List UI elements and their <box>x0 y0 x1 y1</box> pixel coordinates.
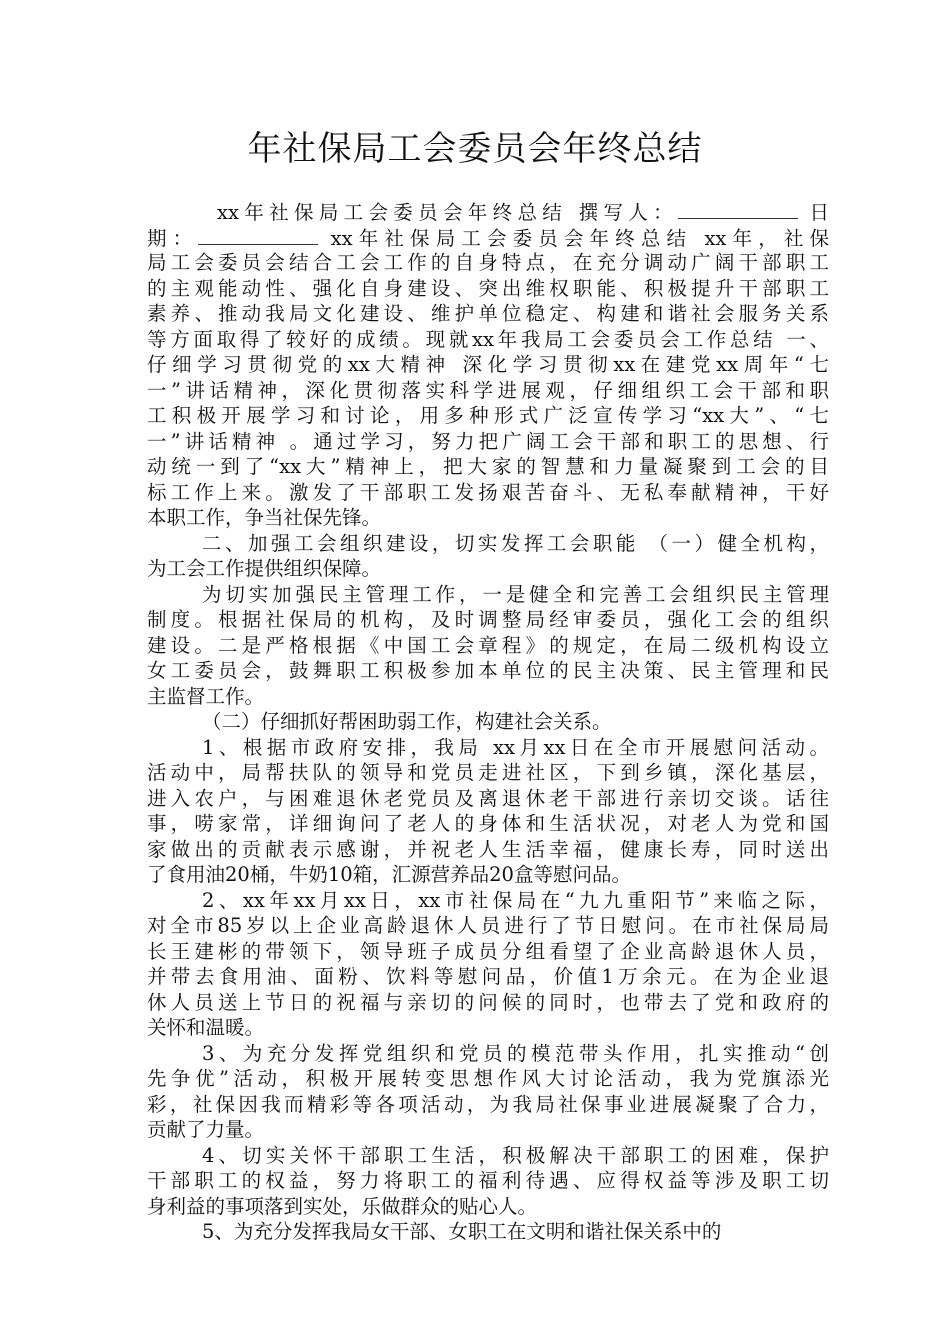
text-line <box>147 939 829 965</box>
line-text: 干部职工的权益，努力将职工的福利待遇、应得权益等涉及职工切 <box>147 1169 829 1192</box>
text-line <box>147 1117 829 1143</box>
line-text: 素养、推动我局文化建设、维护单位稳定、构建和谐社会服务关系 <box>147 302 829 325</box>
line-text: 一”讲话精神，深化贯彻落实科学进展观，仔细组织工会干部和职 <box>147 378 829 402</box>
fill-in-blank <box>678 199 798 219</box>
document-body <box>147 199 829 1245</box>
line-text: 工积极开展学习和讨论，用多种形式广泛宣传学习“xx大”、“七 <box>147 404 829 427</box>
text-line <box>147 811 829 837</box>
text-line <box>147 505 829 531</box>
line-text-after-blank: xx年社保局工会委员会年终总结 xx年，社保 <box>318 226 829 250</box>
text-line <box>147 531 829 557</box>
line-text: 的主观能动性、强化自身建设、突出维权职能、积极提升干部职工 <box>147 276 829 300</box>
document-title: 年社保局工会委员会年终总结 <box>247 129 703 169</box>
text-line <box>147 1194 829 1220</box>
line-text: 事，唠家常，详细询问了老人的身体和生活状况，对老人为党和国 <box>147 812 829 835</box>
text-line <box>147 607 829 633</box>
text-line <box>147 556 829 582</box>
line-text: 为切实加强民主管理工作，一是健全和完善工会组织民主管理 <box>202 582 829 606</box>
text-line <box>147 964 829 990</box>
text-line <box>147 990 829 1016</box>
line-text: 进入农户，与困难退休老党员及离退休老干部进行亲切交谈。话往 <box>147 786 829 810</box>
line-text: 先争优”活动，积极开展转变思想作风大讨论活动，我为党旗添光 <box>147 1067 829 1090</box>
line-text: 1、根据市政府安排，我局 xx月xx日在全市开展慰问活动。 <box>202 735 829 759</box>
line-text: 动统一到了“xx大”精神上，把大家的智慧和力量凝聚到工会的目 <box>147 455 829 478</box>
text-line <box>147 1015 829 1041</box>
text-line <box>147 1092 829 1118</box>
line-text: 建设。二是严格根据《中国工会章程》的规定，在局二级机构设立 <box>147 633 829 657</box>
text-line <box>147 837 829 863</box>
text-line <box>147 633 829 659</box>
text-line <box>147 250 829 276</box>
line-text: 仔细学习贯彻党的xx大精神 深化学习贯彻xx在建党xx周年“七 <box>147 353 829 376</box>
text-line <box>147 327 829 353</box>
line-text: 期： <box>147 226 199 250</box>
text-line <box>147 888 829 914</box>
line-text: 3、为充分发挥党组织和党员的模范带头作用，扎实推动“创 <box>202 1041 829 1065</box>
line-text: 长王建彬的带领下，领导班子成员分组看望了企业高龄退休人员， <box>147 939 829 963</box>
text-line <box>147 301 829 327</box>
text-line <box>147 1168 829 1194</box>
text-line <box>147 658 829 684</box>
line-text: 二、加强工会组织建设，切实发挥工会职能 （一）健全机构， <box>202 531 829 555</box>
line-text: 了食用油20桶，牛奶10箱，汇源营养品20盒等慰问品。 <box>147 863 631 886</box>
line-text: 制度。根据社保局的机构，及时调整局经审委员，强化工会的组织 <box>147 608 829 631</box>
text-line <box>147 429 829 455</box>
text-line <box>147 276 829 302</box>
line-text: 为工会工作提供组织保障。 <box>147 557 382 580</box>
text-line <box>147 378 829 404</box>
text-line <box>147 582 829 608</box>
line-text: 贡献了力量。 <box>147 1118 265 1141</box>
text-line <box>147 352 829 378</box>
line-text: 家做出的贡献表示感谢，并祝老人生活幸福，健康长寿，同时送出 <box>147 837 829 861</box>
text-line <box>147 403 829 429</box>
text-line <box>147 862 829 888</box>
text-line <box>147 454 829 480</box>
line-text-after-blank: 日 <box>797 201 829 224</box>
line-text: 本职工作，争当社保先锋。 <box>147 506 382 529</box>
text-line <box>147 1066 829 1092</box>
text-line <box>147 786 829 812</box>
line-text: 身利益的事项落到实处，乐做群众的贴心人。 <box>147 1194 538 1218</box>
line-text: xx年社保局工会委员会年终总结 撰写人： <box>217 201 678 224</box>
line-text: 对全市85岁以上企业高龄退休人员进行了节日慰问。在市社保局局 <box>147 914 829 937</box>
text-line <box>147 1041 829 1067</box>
line-text: 休人员送上节日的祝福与亲切的问候的同时，也带去了党和政府的 <box>147 990 829 1014</box>
text-line <box>147 735 829 761</box>
line-text: 并带去食用油、面粉、饮料等慰问品，价值1万余元。在为企业退 <box>147 965 829 988</box>
fill-in-blank <box>198 225 318 245</box>
line-text: 4、切实关怀干部职工生活，积极解决干部职工的困难，保护 <box>202 1143 829 1167</box>
line-text: 活动中，局帮扶队的领导和党员走进社区，下到乡镇，深化基层， <box>147 761 829 784</box>
line-text: 等方面取得了较好的成绩。现就xx年我局工会委员会工作总结 一、 <box>147 327 829 351</box>
text-line <box>147 480 829 506</box>
text-line <box>147 760 829 786</box>
line-text: 女工委员会，鼓舞职工积极参加本单位的民主决策、民主管理和民 <box>147 659 829 682</box>
text-line <box>147 913 829 939</box>
text-line <box>147 199 829 225</box>
line-text: 主监督工作。 <box>147 684 265 708</box>
text-line <box>147 684 829 710</box>
text-line <box>147 225 829 251</box>
text-line <box>147 709 829 735</box>
line-text: 一”讲话精神 。通过学习，努力把广阔工会干部和职工的思想、行 <box>147 429 829 453</box>
line-text: 标工作上来。激发了干部职工发扬艰苦奋斗、无私奉献精神，干好 <box>147 480 829 504</box>
text-line <box>147 1219 829 1245</box>
line-text: 局工会委员会结合工会工作的自身特点，在充分调动广阔干部职工 <box>147 251 829 274</box>
line-text: 5、为充分发挥我局女干部、女职工在文明和谐社保关系中的 <box>202 1220 722 1243</box>
line-text: 彩，社保因我而精彩等各项活动，为我局社保事业进展凝聚了合力， <box>147 1092 829 1116</box>
line-text: 关怀和温暖。 <box>147 1016 265 1039</box>
text-line <box>147 1143 829 1169</box>
line-text: （二）仔细抓好帮困助弱工作，构建社会关系。 <box>202 710 612 733</box>
line-text: 2、xx年xx月xx日，xx市社保局在“九九重阳节”来临之际， <box>202 888 829 912</box>
